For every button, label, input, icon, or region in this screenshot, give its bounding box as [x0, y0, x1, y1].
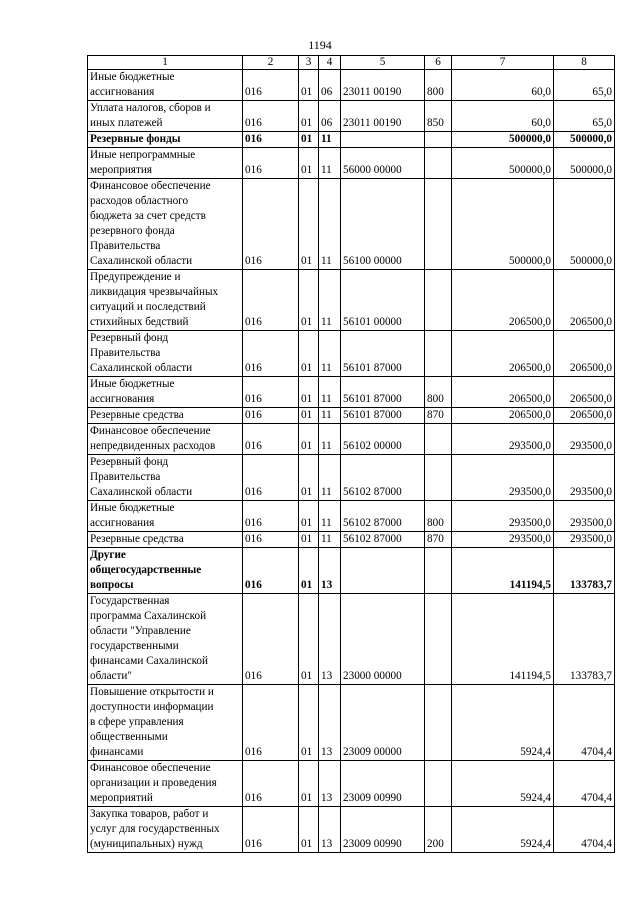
table-header-row: [88, 56, 615, 70]
amount-year-1-cell: 5924,4: [452, 807, 554, 853]
ministry-code-cell: 016: [243, 148, 299, 179]
target-article-cell: 23011 00190: [341, 101, 425, 132]
expense-type-cell: 800: [425, 501, 452, 532]
section-code-cell: 01: [299, 532, 319, 548]
table-body: [88, 70, 615, 853]
amount-year-1-cell: 206500,0: [452, 408, 554, 424]
header-cell: 4: [319, 56, 341, 70]
ministry-code-cell: 016: [243, 377, 299, 408]
section-code-cell: 01: [299, 408, 319, 424]
section-code-cell: 01: [299, 148, 319, 179]
subsection-code-cell: 11: [319, 532, 341, 548]
subsection-code-cell: 11: [319, 132, 341, 148]
header-cell: 7: [452, 56, 554, 70]
item-name-cell: Повышение открытости и доступности информации в сфере управления общественными финансами: [88, 685, 243, 761]
target-article-cell: 56000 00000: [341, 148, 425, 179]
ministry-code-cell: 016: [243, 685, 299, 761]
ministry-code-cell: 016: [243, 331, 299, 377]
item-name-cell: Иные непрограммные мероприятия: [88, 148, 243, 179]
subsection-code-cell: 13: [319, 761, 341, 807]
amount-year-2-cell: 293500,0: [554, 455, 615, 501]
item-name-cell: Другие общегосударственные вопросы: [88, 548, 243, 594]
amount-year-1-cell: 206500,0: [452, 331, 554, 377]
amount-year-1-cell: 5924,4: [452, 685, 554, 761]
section-code-cell: 01: [299, 179, 319, 270]
amount-year-2-cell: 133783,7: [554, 594, 615, 685]
expense-type-cell: 870: [425, 408, 452, 424]
expense-type-cell: [425, 594, 452, 685]
amount-year-2-cell: 206500,0: [554, 331, 615, 377]
expense-type-cell: 870: [425, 532, 452, 548]
subsection-code-cell: 06: [319, 101, 341, 132]
item-name-cell: Финансовое обеспечение расходов областного бюджета за счет средств резервного фонда Правительства Сахалинской области: [88, 179, 243, 270]
target-article-cell: 23009 00990: [341, 807, 425, 853]
target-article-cell: 56100 00000: [341, 179, 425, 270]
table-row: [88, 408, 615, 424]
amount-year-1-cell: 500000,0: [452, 179, 554, 270]
target-article-cell: 23000 00000: [341, 594, 425, 685]
item-name-cell: Резервные средства: [88, 532, 243, 548]
section-code-cell: 01: [299, 548, 319, 594]
table-row: [88, 377, 615, 408]
expense-type-cell: [425, 685, 452, 761]
target-article-cell: 56102 87000: [341, 455, 425, 501]
table-row: [88, 532, 615, 548]
subsection-code-cell: 11: [319, 377, 341, 408]
amount-year-2-cell: 4704,4: [554, 761, 615, 807]
table-row: [88, 70, 615, 101]
table-row: [88, 685, 615, 761]
expense-type-cell: 200: [425, 807, 452, 853]
table-row: [88, 270, 615, 331]
section-code-cell: 01: [299, 331, 319, 377]
header-cell: 3: [299, 56, 319, 70]
item-name-cell: Резервные фонды: [88, 132, 243, 148]
expense-type-cell: 850: [425, 101, 452, 132]
header-cell: 1: [88, 56, 243, 70]
subsection-code-cell: 06: [319, 70, 341, 101]
ministry-code-cell: 016: [243, 594, 299, 685]
item-name-cell: Иные бюджетные ассигнования: [88, 501, 243, 532]
expense-type-cell: [425, 132, 452, 148]
header-cell: 2: [243, 56, 299, 70]
subsection-code-cell: 13: [319, 807, 341, 853]
ministry-code-cell: 016: [243, 501, 299, 532]
amount-year-2-cell: 4704,4: [554, 685, 615, 761]
item-name-cell: Закупка товаров, работ и услуг для государственных (муниципальных) нужд: [88, 807, 243, 853]
subsection-code-cell: 11: [319, 148, 341, 179]
amount-year-1-cell: 60,0: [452, 101, 554, 132]
header-cell: 8: [554, 56, 615, 70]
item-name-cell: Иные бюджетные ассигнования: [88, 70, 243, 101]
subsection-code-cell: 11: [319, 455, 341, 501]
item-name-cell: Уплата налогов, сборов и иных платежей: [88, 101, 243, 132]
section-code-cell: 01: [299, 807, 319, 853]
amount-year-2-cell: 206500,0: [554, 377, 615, 408]
item-name-cell: Финансовое обеспечение организации и проведения мероприятий: [88, 761, 243, 807]
target-article-cell: 56101 00000: [341, 270, 425, 331]
target-article-cell: 56101 87000: [341, 331, 425, 377]
subsection-code-cell: 11: [319, 179, 341, 270]
expense-type-cell: [425, 761, 452, 807]
ministry-code-cell: 016: [243, 408, 299, 424]
budget-table: [87, 55, 615, 853]
target-article-cell: 23009 00000: [341, 685, 425, 761]
amount-year-1-cell: 500000,0: [452, 132, 554, 148]
section-code-cell: 01: [299, 501, 319, 532]
section-code-cell: 01: [299, 70, 319, 101]
ministry-code-cell: 016: [243, 761, 299, 807]
expense-type-cell: 800: [425, 70, 452, 101]
target-article-cell: 23011 00190: [341, 70, 425, 101]
ministry-code-cell: 016: [243, 132, 299, 148]
expense-type-cell: [425, 179, 452, 270]
amount-year-1-cell: 206500,0: [452, 270, 554, 331]
section-code-cell: 01: [299, 594, 319, 685]
ministry-code-cell: 016: [243, 807, 299, 853]
amount-year-1-cell: 5924,4: [452, 761, 554, 807]
target-article-cell: 56101 87000: [341, 408, 425, 424]
section-code-cell: 01: [299, 685, 319, 761]
expense-type-cell: [425, 331, 452, 377]
expense-type-cell: 800: [425, 377, 452, 408]
subsection-code-cell: 11: [319, 501, 341, 532]
item-name-cell: Предупреждение и ликвидация чрезвычайных ситуаций и последствий стихийных бедствий: [88, 270, 243, 331]
amount-year-1-cell: 141194,5: [452, 548, 554, 594]
target-article-cell: [341, 548, 425, 594]
amount-year-2-cell: 293500,0: [554, 501, 615, 532]
section-code-cell: 01: [299, 270, 319, 331]
section-code-cell: 01: [299, 424, 319, 455]
table-row: [88, 594, 615, 685]
target-article-cell: 56102 87000: [341, 532, 425, 548]
expense-type-cell: [425, 270, 452, 331]
expense-type-cell: [425, 455, 452, 501]
amount-year-2-cell: 293500,0: [554, 424, 615, 455]
section-code-cell: 01: [299, 455, 319, 501]
ministry-code-cell: 016: [243, 548, 299, 594]
subsection-code-cell: 11: [319, 408, 341, 424]
table-row: [88, 101, 615, 132]
table-row: [88, 761, 615, 807]
ministry-code-cell: 016: [243, 455, 299, 501]
target-article-cell: [341, 132, 425, 148]
amount-year-2-cell: 500000,0: [554, 179, 615, 270]
amount-year-1-cell: 141194,5: [452, 594, 554, 685]
amount-year-2-cell: 500000,0: [554, 132, 615, 148]
amount-year-1-cell: 206500,0: [452, 377, 554, 408]
subsection-code-cell: 11: [319, 270, 341, 331]
target-article-cell: 56102 00000: [341, 424, 425, 455]
header-cell: 5: [341, 56, 425, 70]
target-article-cell: 56102 87000: [341, 501, 425, 532]
amount-year-1-cell: 500000,0: [452, 148, 554, 179]
amount-year-2-cell: 206500,0: [554, 408, 615, 424]
subsection-code-cell: 11: [319, 424, 341, 455]
target-article-cell: 56101 87000: [341, 377, 425, 408]
section-code-cell: 01: [299, 101, 319, 132]
section-code-cell: 01: [299, 377, 319, 408]
expense-type-cell: [425, 548, 452, 594]
ministry-code-cell: 016: [243, 101, 299, 132]
amount-year-1-cell: 293500,0: [452, 424, 554, 455]
table-row: [88, 331, 615, 377]
expense-type-cell: [425, 424, 452, 455]
amount-year-2-cell: 500000,0: [554, 148, 615, 179]
amount-year-1-cell: 293500,0: [452, 455, 554, 501]
ministry-code-cell: 016: [243, 270, 299, 331]
table-row: [88, 807, 615, 853]
amount-year-2-cell: 206500,0: [554, 270, 615, 331]
subsection-code-cell: 13: [319, 685, 341, 761]
target-article-cell: 23009 00990: [341, 761, 425, 807]
item-name-cell: Резервный фонд Правительства Сахалинской области: [88, 331, 243, 377]
amount-year-2-cell: 65,0: [554, 101, 615, 132]
amount-year-2-cell: 65,0: [554, 70, 615, 101]
table-row: [88, 501, 615, 532]
item-name-cell: Финансовое обеспечение непредвиденных расходов: [88, 424, 243, 455]
ministry-code-cell: 016: [243, 532, 299, 548]
amount-year-2-cell: 293500,0: [554, 532, 615, 548]
table-row: [88, 148, 615, 179]
subsection-code-cell: 13: [319, 594, 341, 685]
table-row: [88, 548, 615, 594]
ministry-code-cell: 016: [243, 179, 299, 270]
table-row: [88, 179, 615, 270]
amount-year-1-cell: 60,0: [452, 70, 554, 101]
table-row: [88, 132, 615, 148]
subsection-code-cell: 13: [319, 548, 341, 594]
page-number: 1194: [308, 38, 332, 52]
table-row: [88, 455, 615, 501]
expense-type-cell: [425, 148, 452, 179]
amount-year-2-cell: 4704,4: [554, 807, 615, 853]
item-name-cell: Резервный фонд Правительства Сахалинской области: [88, 455, 243, 501]
item-name-cell: Резервные средства: [88, 408, 243, 424]
header-cell: 6: [425, 56, 452, 70]
amount-year-1-cell: 293500,0: [452, 532, 554, 548]
item-name-cell: Иные бюджетные ассигнования: [88, 377, 243, 408]
ministry-code-cell: 016: [243, 424, 299, 455]
subsection-code-cell: 11: [319, 331, 341, 377]
amount-year-2-cell: 133783,7: [554, 548, 615, 594]
section-code-cell: 01: [299, 132, 319, 148]
item-name-cell: Государственная программа Сахалинской области "Управление государственными финансами Сахалинской области": [88, 594, 243, 685]
table-row: [88, 424, 615, 455]
section-code-cell: 01: [299, 761, 319, 807]
amount-year-1-cell: 293500,0: [452, 501, 554, 532]
ministry-code-cell: 016: [243, 70, 299, 101]
